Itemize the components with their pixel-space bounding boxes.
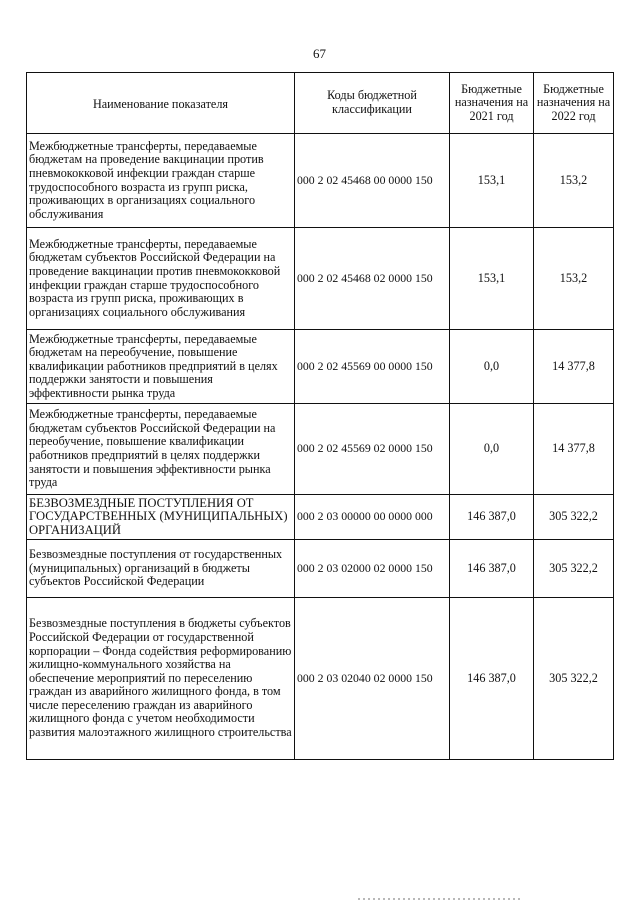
amount-2022: 153,2 xyxy=(534,134,614,228)
amount-2022: 305 322,2 xyxy=(534,598,614,760)
amount-2022: 14 377,8 xyxy=(534,404,614,495)
indicator-name: Межбюджетные трансферты, передаваемые бюджетам субъектов Российской Федерации на проведение вакцинации против пневмококковой инфекции граждан старше трудоспособного возраста из групп риска, проживающих в организациях социального обслуживания xyxy=(27,228,295,330)
indicator-name: Безвозмездные поступления от государственных (муниципальных) организаций в бюджеты субъектов Российской Федерации xyxy=(27,540,295,598)
header-budget-code: Коды бюджетной классификации xyxy=(295,73,450,134)
scan-artifact xyxy=(358,898,523,900)
indicator-name: Безвозмездные поступления в бюджеты субъектов Российской Федерации от государственной корпорации – Фонда содействия реформированию жилищно-коммунального хозяйства на обеспечение мероприятий по переселению граждан из аварийного жилищного фонда, в том числе переселению граждан из аварийного жилищного фонда с учетом необходимости развития малоэтажного жилищного строительства xyxy=(27,598,295,760)
indicator-name: Межбюджетные трансферты, передаваемые бюджетам на переобучение, повышение квалификации работников предприятий в целях поддержки занятости и повышения эффективности рынка труда xyxy=(27,330,295,404)
header-amount-2022: Бюджетные назначения на 2022 год xyxy=(534,73,614,134)
amount-2022: 14 377,8 xyxy=(534,330,614,404)
amount-2021: 153,1 xyxy=(450,228,534,330)
budget-code: 000 2 03 02040 02 0000 150 xyxy=(295,598,450,760)
table-row xyxy=(27,330,614,404)
table-row xyxy=(27,540,614,598)
header-indicator-name: Наименование показателя xyxy=(27,73,295,134)
table-row xyxy=(27,134,614,228)
table-row xyxy=(27,598,614,760)
budget-code: 000 2 03 02000 02 0000 150 xyxy=(295,540,450,598)
budget-code: 000 2 02 45569 02 0000 150 xyxy=(295,404,450,495)
table-row xyxy=(27,404,614,495)
budget-code: 000 2 03 00000 00 0000 000 xyxy=(295,495,450,540)
amount-2021: 0,0 xyxy=(450,404,534,495)
budget-revenue-table xyxy=(26,72,614,760)
amount-2021: 146 387,0 xyxy=(450,495,534,540)
amount-2022: 305 322,2 xyxy=(534,540,614,598)
indicator-name: Межбюджетные трансферты, передаваемые бюджетам субъектов Российской Федерации на переобучение, повышение квалификации работников предприятий в целях поддержки занятости и повышения эффективности рынка труда xyxy=(27,404,295,495)
amount-2022: 153,2 xyxy=(534,228,614,330)
budget-code: 000 2 02 45569 00 0000 150 xyxy=(295,330,450,404)
budget-code: 000 2 02 45468 00 0000 150 xyxy=(295,134,450,228)
amount-2021: 146 387,0 xyxy=(450,540,534,598)
header-amount-2021: Бюджетные назначения на 2021 год xyxy=(450,73,534,134)
amount-2021: 0,0 xyxy=(450,330,534,404)
page-number: 67 xyxy=(313,46,326,61)
amount-2021: 146 387,0 xyxy=(450,598,534,760)
table-header-row xyxy=(27,73,614,134)
indicator-name: БЕЗВОЗМЕЗДНЫЕ ПОСТУПЛЕНИЯ ОТ ГОСУДАРСТВЕННЫХ (МУНИЦИПАЛЬНЫХ) ОРГАНИЗАЦИЙ xyxy=(27,495,295,540)
table-row xyxy=(27,228,614,330)
amount-2021: 153,1 xyxy=(450,134,534,228)
indicator-name: Межбюджетные трансферты, передаваемые бюджетам на проведение вакцинации против пневмококковой инфекции граждан старше трудоспособного возраста из групп риска, проживающих в организациях социального обслуживания xyxy=(27,134,295,228)
table-row xyxy=(27,495,614,540)
budget-code: 000 2 02 45468 02 0000 150 xyxy=(295,228,450,330)
amount-2022: 305 322,2 xyxy=(534,495,614,540)
